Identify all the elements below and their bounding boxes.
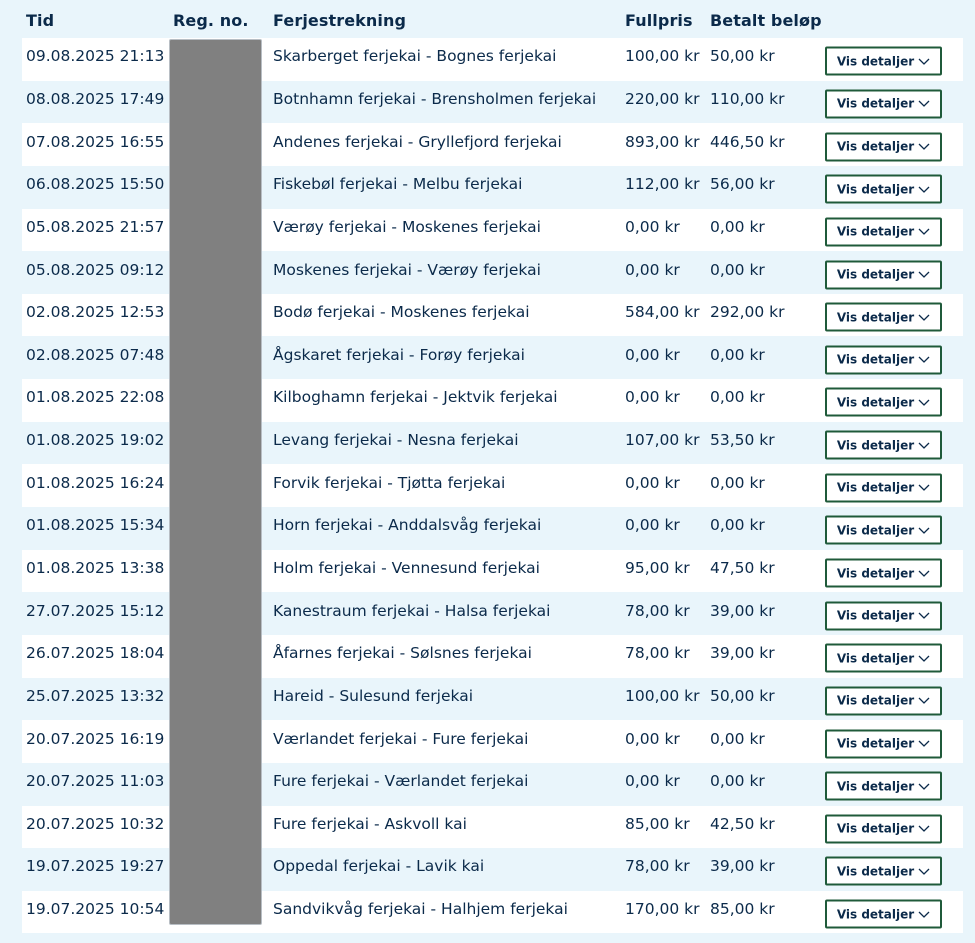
chevron-down-icon xyxy=(918,569,930,577)
table-row xyxy=(22,678,963,721)
show-details-button[interactable] xyxy=(825,516,942,545)
trip-paid-amount: 0,00 kr xyxy=(710,772,765,791)
trip-route: Oppedal ferjekai - Lavik kai xyxy=(273,857,485,876)
show-details-label: Vis detaljer xyxy=(836,310,915,325)
trip-paid-amount: 50,00 kr xyxy=(710,47,775,66)
chevron-down-icon xyxy=(918,654,930,662)
trip-time: 20.07.2025 11:03 xyxy=(26,772,165,791)
show-details-label: Vis detaljer xyxy=(836,736,915,751)
column-header-reg-no: Reg. no. xyxy=(173,11,249,30)
chevron-down-icon xyxy=(918,740,930,748)
show-details-button[interactable] xyxy=(825,857,942,886)
chevron-down-icon xyxy=(918,228,930,236)
table-body xyxy=(22,38,963,933)
show-details-label: Vis detaljer xyxy=(836,651,915,666)
trip-paid-amount: 446,50 kr xyxy=(710,132,785,151)
table-row xyxy=(22,336,963,379)
show-details-button[interactable] xyxy=(825,132,942,161)
trip-time: 01.08.2025 22:08 xyxy=(26,388,165,407)
chevron-down-icon xyxy=(918,398,930,406)
table-row xyxy=(22,848,963,891)
trip-paid-amount: 50,00 kr xyxy=(710,686,775,705)
show-details-button[interactable] xyxy=(825,601,942,630)
trip-route: Holm ferjekai - Vennesund ferjekai xyxy=(273,559,540,577)
show-details-button[interactable] xyxy=(825,217,942,246)
show-details-label: Vis detaljer xyxy=(836,779,915,794)
show-details-label: Vis detaljer xyxy=(836,864,915,879)
trip-route: Fiskebøl ferjekai - Melbu ferjekai xyxy=(273,175,523,194)
trip-paid-amount: 0,00 kr xyxy=(710,217,765,236)
trip-full-price: 112,00 kr xyxy=(625,175,700,194)
trip-paid-amount: 56,00 kr xyxy=(710,175,775,194)
trip-paid-amount: 85,00 kr xyxy=(710,900,775,919)
trip-route: Forvik ferjekai - Tjøtta ferjekai xyxy=(273,473,506,492)
trip-route: Værøy ferjekai - Moskenes ferjekai xyxy=(273,217,541,236)
chevron-down-icon xyxy=(918,441,930,449)
table-row xyxy=(22,763,963,806)
show-details-button[interactable] xyxy=(825,175,942,204)
trip-full-price: 78,00 kr xyxy=(625,644,690,663)
table-row xyxy=(22,123,963,166)
column-header-route: Ferjestrekning xyxy=(273,11,407,30)
trip-paid-amount: 292,00 kr xyxy=(710,303,785,322)
show-details-button[interactable] xyxy=(825,559,942,588)
trip-route: Skarberget ferjekai - Bognes ferjekai xyxy=(273,47,557,66)
trip-paid-amount: 0,00 kr xyxy=(710,388,765,407)
trip-paid-amount: 39,00 kr xyxy=(710,601,775,620)
trip-time: 06.08.2025 15:50 xyxy=(26,175,165,194)
table-row xyxy=(22,38,963,81)
trip-full-price: 893,00 kr xyxy=(625,132,700,151)
table-row xyxy=(22,209,963,252)
trip-full-price: 85,00 kr xyxy=(625,814,690,833)
chevron-down-icon xyxy=(918,143,930,151)
show-details-label: Vis detaljer xyxy=(836,352,915,367)
trip-route: Levang ferjekai - Nesna ferjekai xyxy=(273,431,519,450)
trip-time: 09.08.2025 21:13 xyxy=(26,47,165,66)
trip-time: 01.08.2025 15:34 xyxy=(26,516,165,535)
trip-time: 05.08.2025 21:57 xyxy=(26,217,165,236)
table-row xyxy=(22,422,963,465)
show-details-button[interactable] xyxy=(825,473,942,502)
show-details-label: Vis detaljer xyxy=(836,693,915,708)
table-row xyxy=(22,806,963,849)
show-details-button[interactable] xyxy=(825,900,942,929)
trip-full-price: 107,00 kr xyxy=(625,431,700,450)
chevron-down-icon xyxy=(918,57,930,65)
trip-full-price: 78,00 kr xyxy=(625,601,690,620)
trip-full-price: 0,00 kr xyxy=(625,217,680,236)
chevron-down-icon xyxy=(918,697,930,705)
table-row xyxy=(22,720,963,763)
trip-full-price: 0,00 kr xyxy=(625,345,680,364)
trip-full-price: 0,00 kr xyxy=(625,772,680,791)
show-details-label: Vis detaljer xyxy=(836,821,915,836)
trip-time: 19.07.2025 10:54 xyxy=(26,900,165,919)
trip-route: Fure ferjekai - Værlandet ferjekai xyxy=(273,772,529,791)
column-header-full-price: Fullpris xyxy=(625,11,693,30)
show-details-label: Vis detaljer xyxy=(836,182,915,197)
show-details-button[interactable] xyxy=(825,644,942,673)
trip-route: Ågskaret ferjekai - Forøy ferjekai xyxy=(273,345,525,364)
trip-full-price: 584,00 kr xyxy=(625,303,700,322)
show-details-label: Vis detaljer xyxy=(836,54,915,69)
table-row xyxy=(22,891,963,934)
trip-paid-amount: 39,00 kr xyxy=(710,644,775,663)
trip-paid-amount: 0,00 kr xyxy=(710,516,765,535)
table-row xyxy=(22,592,963,635)
table-header xyxy=(0,0,975,40)
chevron-down-icon xyxy=(918,910,930,918)
chevron-down-icon xyxy=(918,484,930,492)
show-details-label: Vis detaljer xyxy=(836,480,915,495)
trip-route: Hareid - Sulesund ferjekai xyxy=(273,686,474,705)
column-header-time: Tid xyxy=(26,11,55,30)
trip-full-price: 0,00 kr xyxy=(625,260,680,279)
show-details-label: Vis detaljer xyxy=(836,523,915,538)
show-details-label: Vis detaljer xyxy=(836,907,915,922)
trip-route: Åfarnes ferjekai - Sølsnes ferjekai xyxy=(273,644,532,663)
show-details-label: Vis detaljer xyxy=(836,438,915,453)
show-details-button[interactable] xyxy=(825,345,942,374)
trip-route: Botnhamn ferjekai - Brensholmen ferjekai xyxy=(273,89,597,108)
show-details-button[interactable] xyxy=(825,729,942,758)
show-details-button[interactable] xyxy=(825,814,942,843)
show-details-button[interactable] xyxy=(825,260,942,289)
trip-time: 07.08.2025 16:55 xyxy=(26,132,165,151)
trip-full-price: 0,00 kr xyxy=(625,516,680,535)
trip-full-price: 220,00 kr xyxy=(625,89,700,108)
trip-route: Kanestraum ferjekai - Halsa ferjekai xyxy=(273,601,551,620)
trip-full-price: 95,00 kr xyxy=(625,559,690,577)
trip-paid-amount: 0,00 kr xyxy=(710,260,765,279)
chevron-down-icon xyxy=(918,356,930,364)
trip-route: Horn ferjekai - Anddalsvåg ferjekai xyxy=(273,516,542,535)
trip-paid-amount: 47,50 kr xyxy=(710,559,775,577)
trip-full-price: 0,00 kr xyxy=(625,388,680,407)
show-details-label: Vis detaljer xyxy=(836,224,915,239)
trip-time: 01.08.2025 13:38 xyxy=(26,559,165,577)
table-row xyxy=(22,251,963,294)
show-details-button[interactable] xyxy=(825,89,942,118)
trip-paid-amount: 39,00 kr xyxy=(710,857,775,876)
trip-time: 20.07.2025 16:19 xyxy=(26,729,165,748)
chevron-down-icon xyxy=(918,185,930,193)
show-details-label: Vis detaljer xyxy=(836,139,915,154)
show-details-button[interactable] xyxy=(825,686,942,715)
chevron-down-icon xyxy=(918,526,930,534)
chevron-down-icon xyxy=(918,100,930,108)
trip-route: Sandvikvåg ferjekai - Halhjem ferjekai xyxy=(273,900,568,919)
table-row xyxy=(22,294,963,337)
trip-time: 08.08.2025 17:49 xyxy=(26,89,165,108)
chevron-down-icon xyxy=(918,271,930,279)
trip-time: 01.08.2025 16:24 xyxy=(26,473,165,492)
show-details-button[interactable] xyxy=(825,772,942,801)
trip-time: 05.08.2025 09:12 xyxy=(26,260,165,279)
trip-paid-amount: 110,00 kr xyxy=(710,89,785,108)
show-details-button[interactable] xyxy=(825,47,942,76)
trip-full-price: 100,00 kr xyxy=(625,686,700,705)
trip-time: 02.08.2025 07:48 xyxy=(26,345,165,364)
trip-paid-amount: 0,00 kr xyxy=(710,729,765,748)
trip-full-price: 100,00 kr xyxy=(625,47,700,66)
show-details-label: Vis detaljer xyxy=(836,96,915,111)
redacted-reg-no-column xyxy=(170,40,261,924)
show-details-button[interactable] xyxy=(825,388,942,417)
show-details-label: Vis detaljer xyxy=(836,608,915,623)
table-row xyxy=(22,550,963,593)
show-details-label: Vis detaljer xyxy=(836,267,915,282)
trip-time: 01.08.2025 19:02 xyxy=(26,431,165,450)
trip-route: Kilboghamn ferjekai - Jektvik ferjekai xyxy=(273,388,558,407)
trip-time: 02.08.2025 12:53 xyxy=(26,303,165,322)
table-row xyxy=(22,635,963,678)
trip-paid-amount: 0,00 kr xyxy=(710,473,765,492)
trip-time: 27.07.2025 15:12 xyxy=(26,601,165,620)
chevron-down-icon xyxy=(918,782,930,790)
trip-route: Andenes ferjekai - Gryllefjord ferjekai xyxy=(273,132,562,151)
trip-full-price: 78,00 kr xyxy=(625,857,690,876)
show-details-button[interactable] xyxy=(825,431,942,460)
trip-time: 20.07.2025 10:32 xyxy=(26,814,165,833)
chevron-down-icon xyxy=(918,825,930,833)
table-row xyxy=(22,81,963,124)
table-row xyxy=(22,166,963,209)
trip-route: Værlandet ferjekai - Fure ferjekai xyxy=(273,729,529,748)
chevron-down-icon xyxy=(918,612,930,620)
show-details-label: Vis detaljer xyxy=(836,395,915,410)
trip-time: 25.07.2025 13:32 xyxy=(26,686,165,705)
chevron-down-icon xyxy=(918,867,930,875)
trip-time: 26.07.2025 18:04 xyxy=(26,644,165,663)
trip-paid-amount: 42,50 kr xyxy=(710,814,775,833)
trip-route: Fure ferjekai - Askvoll kai xyxy=(273,814,467,833)
trip-paid-amount: 53,50 kr xyxy=(710,431,775,450)
trip-full-price: 170,00 kr xyxy=(625,900,700,919)
trip-full-price: 0,00 kr xyxy=(625,729,680,748)
column-header-paid-amount: Betalt beløp xyxy=(710,11,822,30)
table-row xyxy=(22,464,963,507)
show-details-label: Vis detaljer xyxy=(836,566,915,580)
table-row xyxy=(22,379,963,422)
table-row xyxy=(22,507,963,550)
trip-time: 19.07.2025 19:27 xyxy=(26,857,165,876)
trip-full-price: 0,00 kr xyxy=(625,473,680,492)
trip-route: Moskenes ferjekai - Værøy ferjekai xyxy=(273,260,541,279)
trip-paid-amount: 0,00 kr xyxy=(710,345,765,364)
trip-route: Bodø ferjekai - Moskenes ferjekai xyxy=(273,303,530,322)
chevron-down-icon xyxy=(918,313,930,321)
show-details-button[interactable] xyxy=(825,303,942,332)
